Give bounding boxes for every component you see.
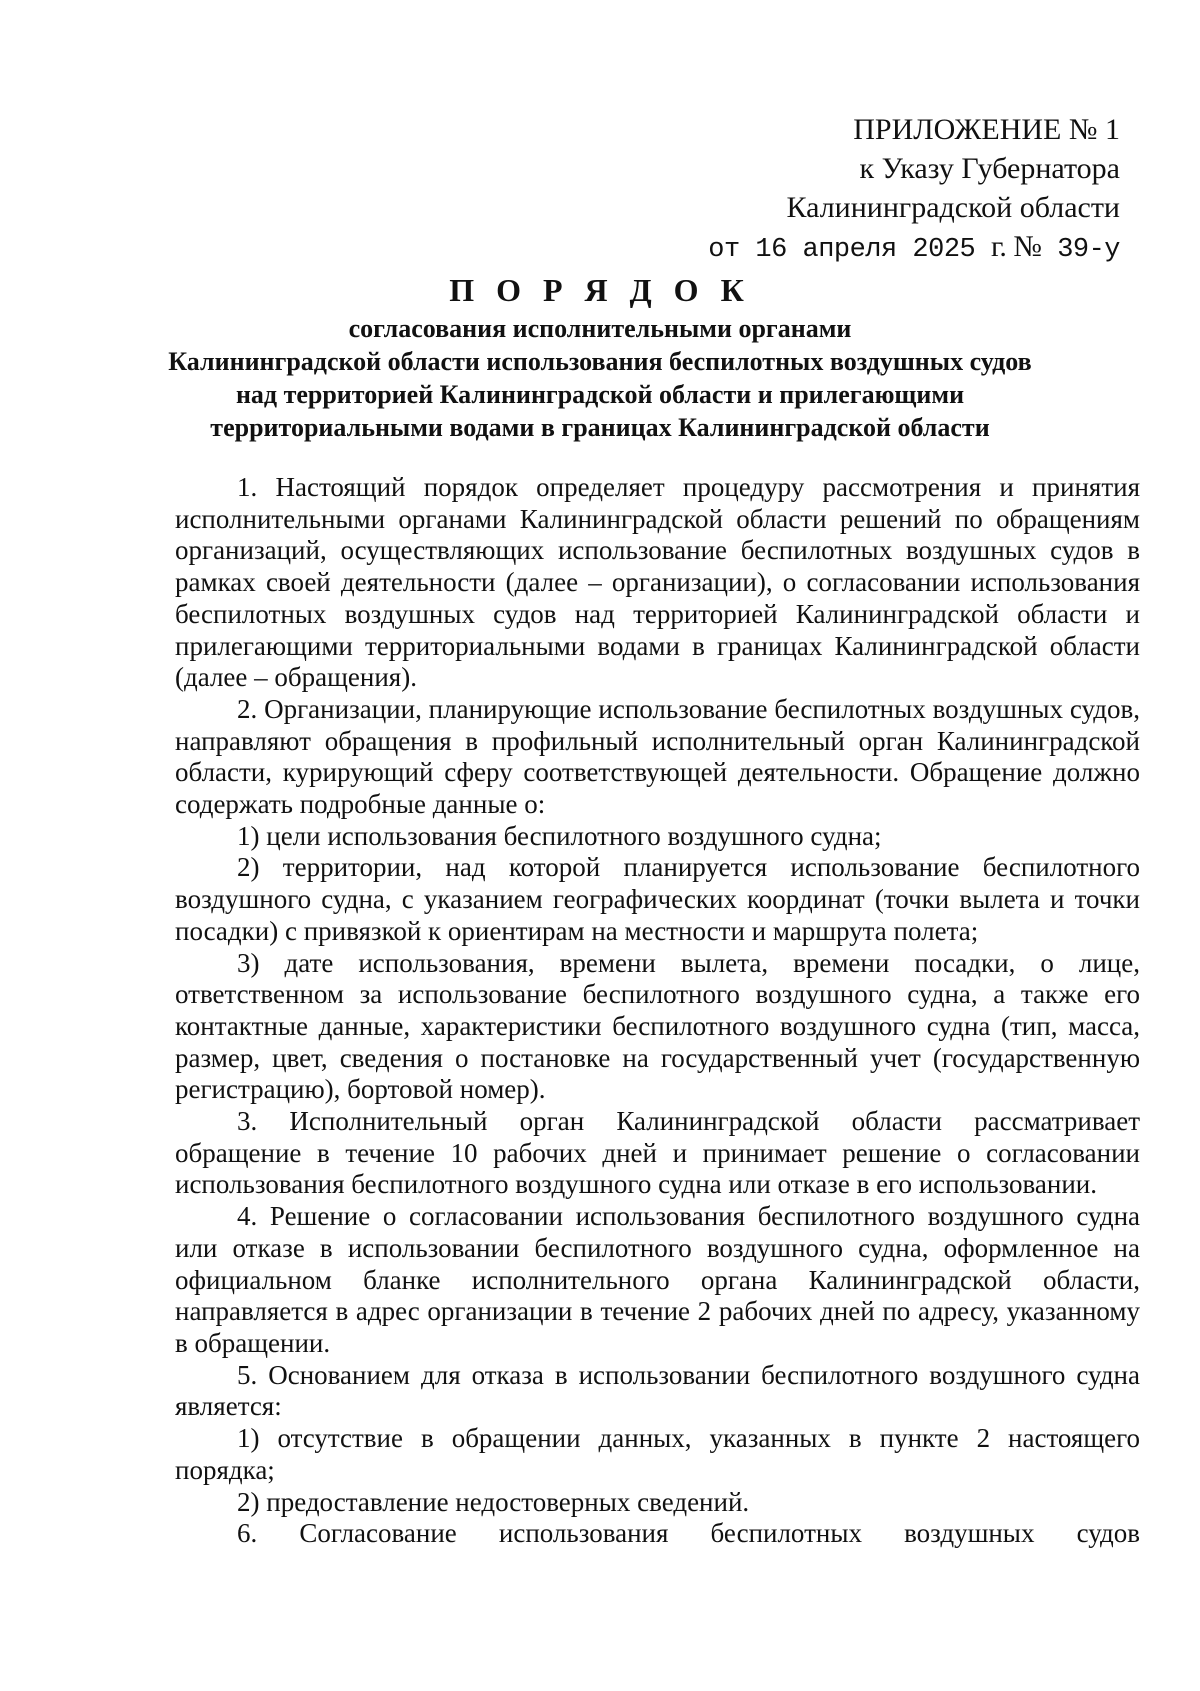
paragraph-3: 3. Исполнительный орган Калининградской области рассматривает обращение в течение 10 рабочих дней и принимает решение о согласовании использования беспилотного воздушного судна или отказе в его использовании. bbox=[175, 1106, 1140, 1200]
paragraph-5: 5. Основанием для отказа в использовании беспилотного воздушного судна является: bbox=[175, 1359, 1140, 1422]
appendix-number: 39-у bbox=[1057, 235, 1120, 265]
appendix-date-line bbox=[660, 227, 1120, 270]
appendix-title: ПРИЛОЖЕНИЕ № 1 bbox=[853, 113, 1120, 146]
paragraph-2-item-1: 1) цели использования беспилотного воздушного судна; bbox=[237, 820, 882, 851]
paragraph-1: 1. Настоящий порядок определяет процедуру рассмотрения и принятия исполнительными органами Калининградской области решений по обращениям организаций, осуществляющих использование беспилотных воздушных судов в рамках своей деятельности (далее – организации), о согласовании использования беспилотных воздушных судов над территорией Калининградской области и прилегающими территориальными водами в границах Калининградской области (далее – обращения). bbox=[175, 472, 1140, 693]
subtitle-line: Калининградской области использования беспилотных воздушных судов bbox=[168, 347, 1032, 376]
appendix-date: от 16 апреля 2025 bbox=[708, 235, 976, 265]
appendix-region: Калининградской области bbox=[786, 191, 1120, 224]
paragraph-4: 4. Решение о согласовании использования беспилотного воздушного судна или отказе в использовании беспилотного воздушного судна, оформленное на официальном бланке исполнительного органа Калининградской области, направляется в адрес организации в течение 2 рабочих дней по адресу, указанному в обращении. bbox=[175, 1201, 1140, 1358]
paragraph-5-item-1: 1) отсутствие в обращении данных, указанных в пункте 2 настоящего порядка; bbox=[175, 1423, 1140, 1485]
subtitle-line: территориальными водами в границах Калининградской области bbox=[210, 413, 990, 442]
paragraph-2: 2. Организации, планирующие использование беспилотных воздушных судов, направляют обращения в профильный исполнительный орган Калининградской области, курирующий сферу соответствующей деятельности. Обращение должно содержать подробные данные о: bbox=[175, 693, 1140, 820]
paragraph-5-item-2: 2) предоставление недостоверных сведений. bbox=[237, 1486, 750, 1517]
subtitle-line: над территорией Калининградской области и прилегающими bbox=[235, 380, 965, 409]
document-body bbox=[175, 472, 1140, 1550]
subtitle-line: согласования исполнительными органами bbox=[348, 314, 852, 343]
document-title: П О Р Я Д О К bbox=[449, 272, 751, 308]
appendix-header bbox=[660, 110, 1120, 270]
paragraph-2-item-3: 3) дате использования, времени вылета, времени посадки, о лице, ответственном за использование беспилотного воздушного судна, а также его контактные данные, характеристики беспилотного воздушного судна (тип, масса, размер, цвет, сведения о постановке на государственный учет (государственную регистрацию), бортовой номер). bbox=[175, 947, 1140, 1105]
document-subtitle bbox=[150, 312, 1050, 444]
paragraph-6: 6. Согласование использования беспилотных воздушных судов bbox=[237, 1518, 1140, 1549]
document-title-block bbox=[150, 268, 1050, 444]
appendix-reference: к Указу Губернатора bbox=[859, 152, 1120, 185]
paragraph-2-item-2: 2) территории, над которой планируется использование беспилотного воздушного судна, с указанием географических координат (точки вылета и точки посадки) с привязкой к ориентирам на местности и маршрута полета; bbox=[175, 852, 1140, 946]
appendix-number-label: г. № bbox=[990, 230, 1042, 263]
